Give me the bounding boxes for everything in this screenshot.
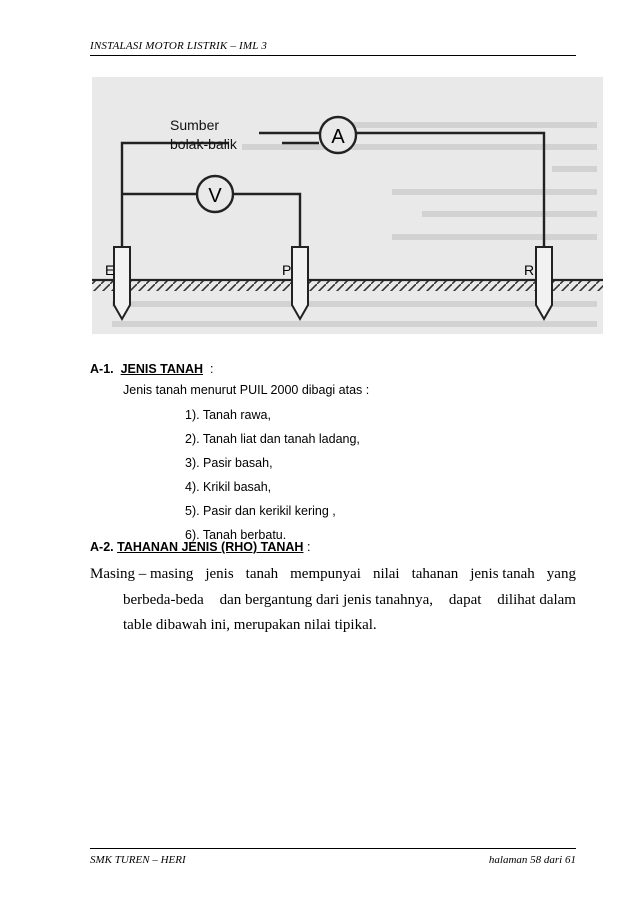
- word: mempunyai: [290, 566, 361, 582]
- word: berbeda-beda: [123, 591, 204, 608]
- figure-background: [92, 77, 603, 334]
- section-a1-intro: Jenis tanah menurut PUIL 2000 dibagi atas :: [123, 383, 370, 397]
- page-footer: [90, 848, 576, 866]
- section-a2-paragraph: [90, 562, 576, 639]
- list-item: 2). Tanah liat dan tanah ladang,: [185, 432, 360, 446]
- section-a2-colon: :: [306, 540, 311, 554]
- word: dan bergantung dari jenis tanahnya,: [219, 591, 434, 608]
- soil-type-list: [185, 408, 360, 552]
- section-a2-number: A-2.: [90, 540, 114, 554]
- list-item: 6). Tanah berbatu.: [185, 528, 287, 542]
- electrode-p-label: P: [282, 262, 292, 278]
- ammeter-label: A: [331, 126, 345, 148]
- word: dilihat dalam: [497, 591, 576, 608]
- source-label-line2: bolak-balik: [170, 136, 237, 152]
- word: dapat: [448, 591, 482, 608]
- source-label-line1: Sumber: [170, 117, 220, 133]
- word: Masing – masing: [90, 566, 194, 582]
- word: yang: [546, 566, 576, 582]
- list-item: 4). Krikil basah,: [185, 480, 272, 494]
- section-a1-number: A-1.: [90, 362, 114, 376]
- list-item: 1). Tanah rawa,: [185, 408, 271, 422]
- footer-left: SMK TUREN – HERI: [90, 854, 186, 866]
- section-a1-heading: [90, 362, 213, 376]
- footer-page-number: halaman 58 dari 61: [488, 854, 576, 866]
- page-header: [90, 40, 576, 56]
- section-a1-colon: :: [209, 362, 214, 376]
- electrode-r-label: R: [524, 262, 535, 278]
- word: jenis tanah: [470, 566, 535, 582]
- paragraph-line-2: [123, 588, 576, 614]
- word: jenis: [205, 566, 234, 582]
- section-a2-title: TAHANAN JENIS (RHO) TANAH: [117, 540, 304, 554]
- section-a2-heading: [90, 540, 310, 554]
- word: nilai: [372, 566, 400, 582]
- earth-resistance-test-diagram: [92, 77, 603, 334]
- paragraph-line-1: [90, 562, 576, 588]
- voltmeter-label: V: [208, 185, 222, 207]
- ammeter: [320, 117, 356, 153]
- list-item: 5). Pasir dan kerikil kering ,: [185, 504, 336, 518]
- ground-surface: [92, 280, 603, 291]
- word: tahanan: [411, 566, 459, 582]
- electrode-e-label: E: [105, 262, 115, 278]
- voltmeter: [197, 176, 233, 212]
- header-title: INSTALASI MOTOR LISTRIK – IML 3: [90, 40, 268, 52]
- section-a1-title: JENIS TANAH: [120, 362, 203, 376]
- word: tanah: [245, 566, 279, 582]
- paragraph-line-3: table dibawah ini, merupakan nilai tipikal.: [123, 617, 377, 633]
- list-item: 3). Pasir basah,: [185, 456, 273, 470]
